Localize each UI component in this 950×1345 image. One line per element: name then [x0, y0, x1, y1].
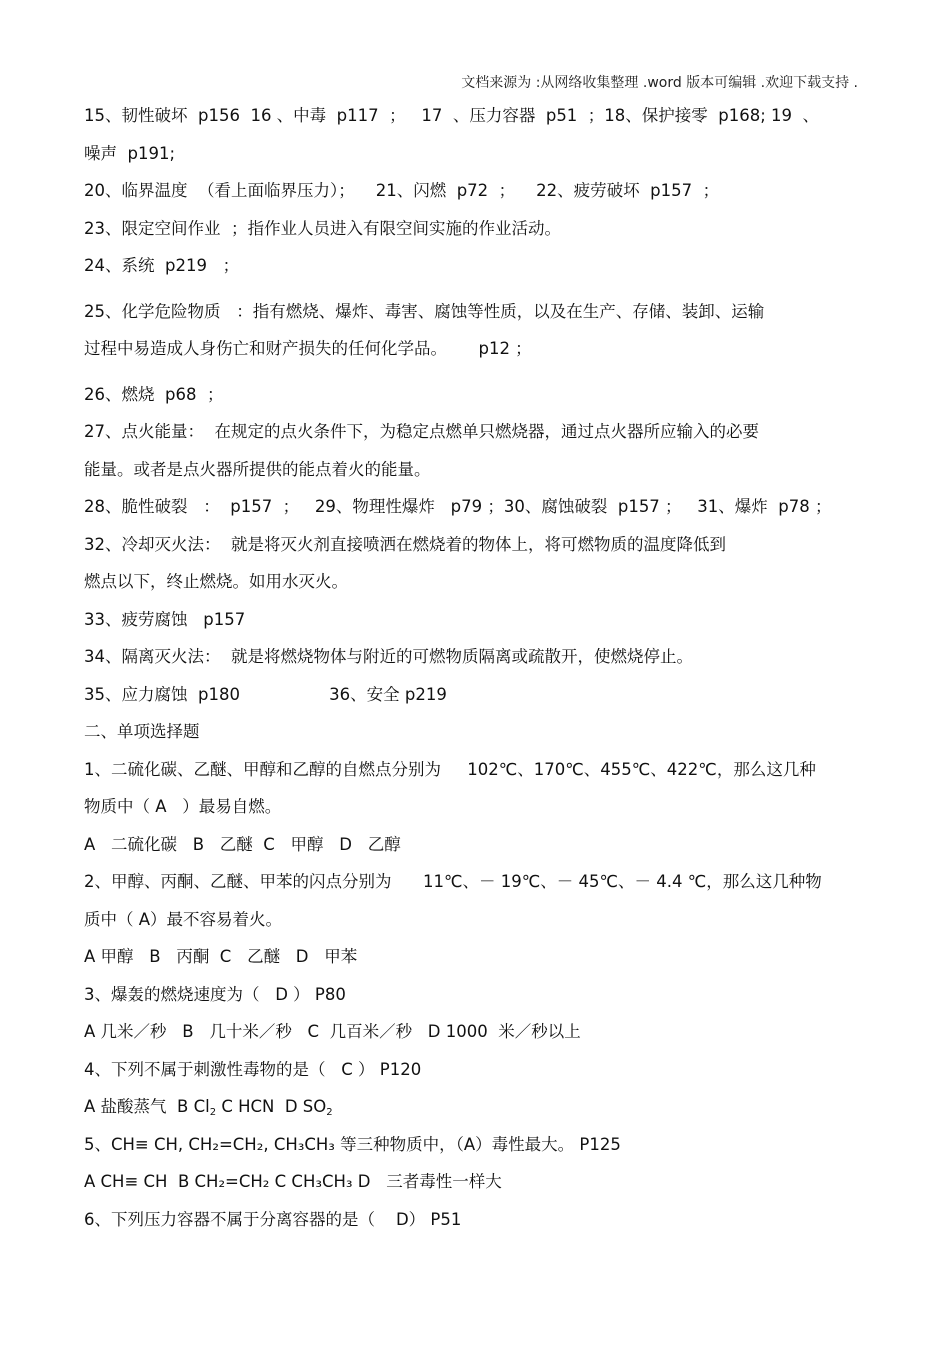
section-heading: 二、单项选择题: [84, 722, 200, 741]
text-line: 26、燃烧 p68 ；: [84, 384, 224, 404]
answer-options: A 二硫化碳 B 乙醚 C 甲醇 D 乙醇: [84, 834, 401, 854]
answer-options: [84, 1095, 864, 1133]
text-line: 23、限定空间作业 ；指作业人员进入有限空间实施的作业活动。: [84, 218, 561, 238]
text-line: 过程中易造成人身伤亡和财产损失的任何化学品。 p12 ；: [84, 339, 532, 358]
subscript: 2: [326, 1107, 333, 1118]
option-text: C HCN D SO: [216, 1097, 327, 1116]
option-text: A 盐酸蒸气 B Cl: [84, 1097, 210, 1116]
answer-options: A 几米／秒 B 几十米／秒 C 几百米／秒 D 1000 米／秒以上: [84, 1022, 581, 1041]
question-line: 5、CH≡ CH, CH₂=CH₂, CH₃CH₃ 等三种物质中，（A）毒性最大。 P125: [84, 1134, 621, 1154]
text-line: 燃点以下，终止燃烧。如用水灭火。: [84, 572, 348, 591]
answer-options: A CH≡ CH B CH₂=CH₂ C CH₃CH₃ D 三者毒性一样大: [84, 1172, 502, 1191]
text-line: 20、临界温度 （看上面临界压力）； 21、闪燃 p72 ； 22、疲劳破坏 p157 ；: [84, 181, 720, 200]
text-line: 27、点火能量： 在规定的点火条件下，为稳定点燃单只燃烧器，通过点火器所应输入的必要: [84, 422, 759, 441]
answer-options: A 甲醇 B 丙酮 C 乙醚 D 甲苯: [84, 947, 358, 966]
question-line: 4、下列不属于刺激性毒物的是（ C ） P120: [84, 1059, 422, 1079]
text-line: 35、应力腐蚀 p180 36、安全 p219: [84, 684, 447, 704]
text-line: 24、系统 p219 ；: [84, 256, 240, 275]
page-header-note: 文档来源为 :从网络收集整理 .word 版本可编辑 .欢迎下载支持 .: [461, 75, 858, 91]
question-line: 物质中（ A ）最易自燃。: [84, 797, 282, 816]
text-line: 34、隔离灭火法： 就是将燃烧物体与附近的可燃物质隔离或疏散开，使燃烧停止。: [84, 647, 693, 666]
text-line: 15、韧性破坏 p156 16 、中毒 p117 ； 17 、压力容器 p51 ；18、保护接零 p168; 19 、: [84, 106, 820, 125]
question-line: 6、下列压力容器不属于分离容器的是（ D） P51: [84, 1209, 462, 1229]
text-line: 能量。或者是点火器所提供的能点着火的能量。: [84, 459, 431, 479]
text-line: 噪声 p191;: [84, 143, 176, 163]
document-body: [84, 104, 864, 1245]
text-line: 28、脆性破裂 ： p157 ； 29、物理性爆炸 p79 ；30、腐蚀破裂 p157 ； 31、爆炸 p78 ；: [84, 497, 832, 516]
text-line: 32、冷却灭火法： 就是将灭火剂直接喷洒在燃烧着的物体上，将可燃物质的温度降低到: [84, 534, 726, 554]
question-line: 3、爆轰的燃烧速度为（ D ） P80: [84, 984, 346, 1004]
question-line: 1、二硫化碳、乙醚、甲醇和乙醇的自燃点分别为 102℃、170℃、455℃、422℃，那么这几种: [84, 759, 816, 779]
text-line: 25、化学危险物质 ：指有燃烧、爆炸、毒害、腐蚀等性质，以及在生产、存储、装卸、运输: [84, 301, 765, 321]
question-line: 质中（ A）最不容易着火。: [84, 909, 283, 929]
question-line: 2、甲醇、丙酮、乙醚、甲苯的闪点分别为 11℃、－ 19℃、－ 45℃、－ 4.4 ℃，那么这几种物: [84, 872, 822, 891]
subscript: 2: [209, 1107, 217, 1118]
text-line: 33、疲劳腐蚀 p157: [84, 609, 246, 629]
